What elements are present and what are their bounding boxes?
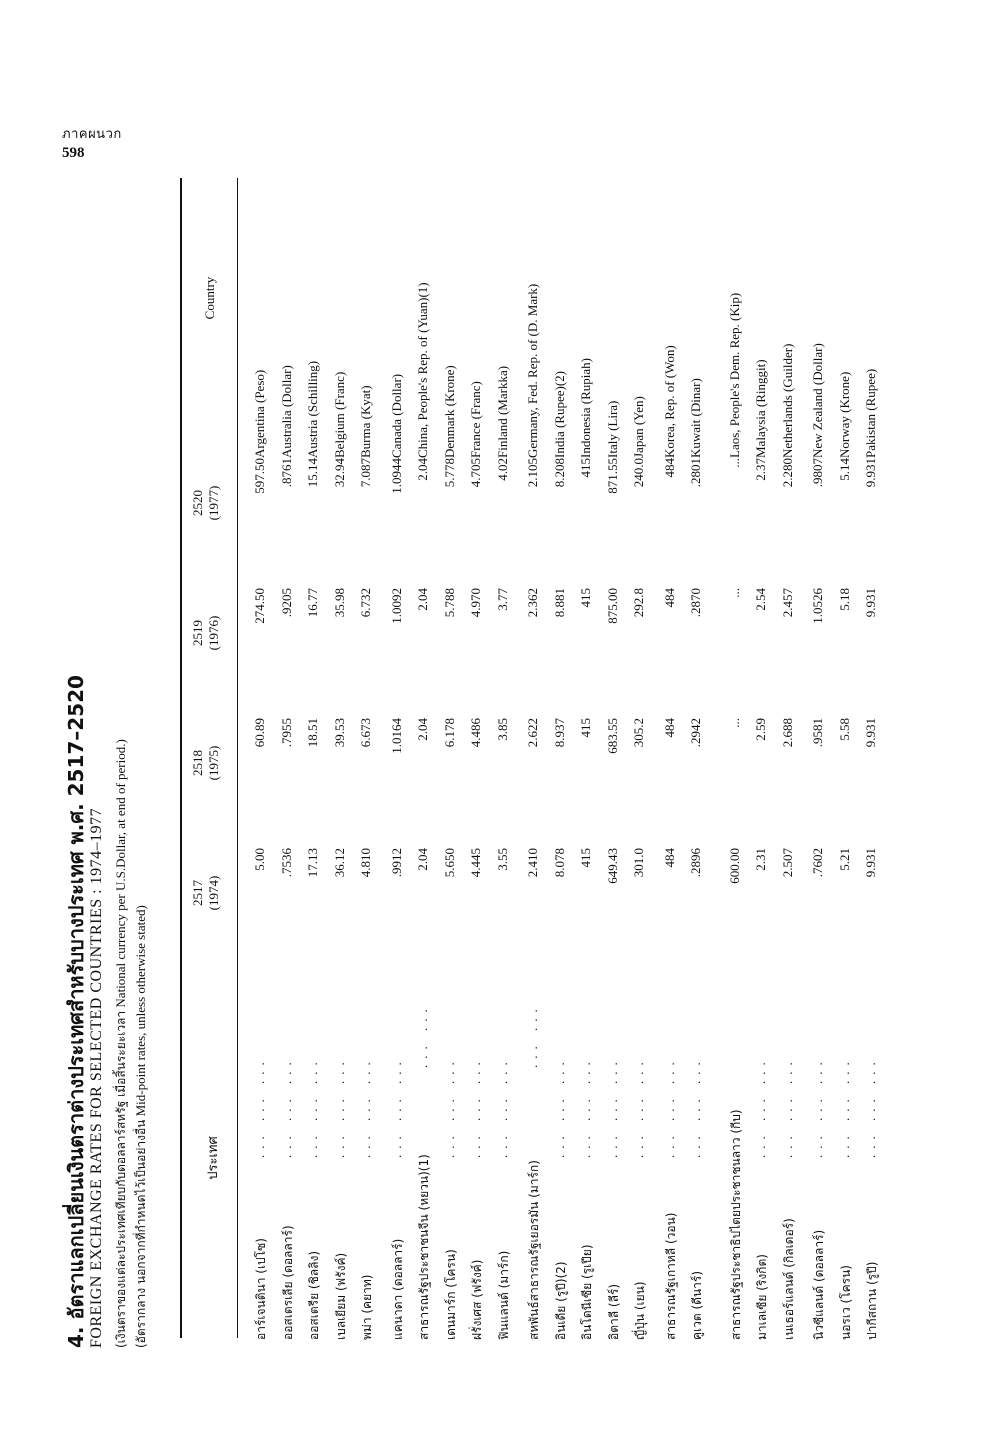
- column-header-2517: [190, 848, 222, 938]
- table-row: [305, 158, 329, 1368]
- rate-value: 240.0: [631, 458, 646, 488]
- rate-value: 1.0092: [388, 588, 404, 624]
- rate-value: 16.77: [305, 588, 320, 618]
- leader-dots: ... ... ...: [604, 1056, 620, 1158]
- year-2520-label: 2520: [190, 490, 205, 516]
- rate-value: ...: [726, 588, 742, 598]
- table-row: [578, 158, 602, 1368]
- rate-value: 484: [661, 848, 677, 868]
- leader-dots: ... ...: [525, 1003, 540, 1068]
- rate-value: 9.931: [863, 848, 878, 878]
- rate-value: .7955: [278, 718, 294, 748]
- rate-value: 15.14: [305, 458, 320, 488]
- rate-value: ...: [726, 718, 742, 728]
- rate-value: 2.410: [525, 848, 540, 878]
- rate-value: 1.0944: [388, 458, 404, 494]
- country-thai: อินโดนีเซีย (รูเปีย): [580, 1244, 594, 1340]
- rate-value: 5.14: [836, 458, 852, 481]
- country-english: India (Rupee)(2): [551, 371, 567, 458]
- country-thai-header-text: ประเทศ: [206, 1136, 221, 1180]
- table-row: [332, 158, 356, 1368]
- country-english: Korea, Rep. of (Won): [661, 345, 677, 458]
- rate-value: .2801: [688, 458, 703, 488]
- table-row: [495, 158, 519, 1368]
- year-1974-label: (1974): [206, 875, 221, 911]
- table-row: [631, 158, 655, 1368]
- rate-value: 1.0526: [810, 588, 825, 624]
- year-1976-label: (1976): [206, 615, 221, 651]
- rate-value: 8.881: [551, 588, 567, 618]
- rate-value: 5.788: [441, 588, 457, 618]
- country-english: China, People's Rep. of (Yuan)(1): [415, 282, 430, 458]
- rate-value: 3.55: [494, 848, 510, 871]
- rate-value: 9.931: [863, 588, 878, 618]
- rate-value: 39.53: [331, 718, 347, 748]
- table-row: [837, 158, 861, 1368]
- rate-value: 875.00: [604, 588, 620, 624]
- country-english: Austria (Schilling): [305, 360, 320, 458]
- country-thai: ออสเตรีย (ชิลลิง): [307, 1251, 321, 1340]
- rate-value: 6.673: [358, 718, 373, 748]
- rate-value: 18.51: [305, 718, 320, 748]
- leader-dots: ... ... ...: [836, 1056, 852, 1158]
- subtitle-2-english: Mid-point rates, unless otherwise stated): [133, 905, 148, 1117]
- table-row: [389, 158, 413, 1368]
- rate-value: 2.54: [753, 588, 768, 611]
- rate-value: 415: [578, 458, 593, 478]
- country-thai: อิตาลี (ลีร์): [606, 1283, 621, 1340]
- country-english: Pakistan (Rupee): [863, 368, 878, 458]
- leader-dots: ... ... ...: [468, 1056, 483, 1158]
- rate-value: .8761: [278, 458, 294, 488]
- table-row: [358, 158, 382, 1368]
- country-thai: อาร์เจนตินา (เปโซ): [254, 1238, 268, 1340]
- rate-value: 2.04: [415, 458, 430, 481]
- rate-value: 3.77: [494, 588, 510, 611]
- country-english: Belgium (Franc): [331, 371, 347, 458]
- country-thai: สาธารณรัฐเกาหลี (วอน): [663, 1212, 678, 1340]
- leader-dots: ... ... ...: [578, 1056, 593, 1158]
- country-english: Norway (Krone): [836, 371, 852, 458]
- country-english: Finland (Markka): [494, 365, 510, 458]
- column-header-country-thai: [202, 1098, 223, 1218]
- year-2519-label: 2519: [190, 620, 205, 646]
- column-header-2518: [190, 718, 222, 808]
- country-english: Netherlands (Guilder): [779, 343, 795, 458]
- rate-value: 17.13: [305, 848, 320, 878]
- country-thai: สาธารณรัฐประชาธิปไตยประชาชนลาว (กีบ): [728, 1109, 743, 1340]
- leader-dots: ... ... ...: [753, 1056, 768, 1158]
- table-row: [688, 158, 712, 1368]
- rate-value: 8.937: [551, 718, 567, 748]
- rate-value: 4.810: [358, 848, 373, 878]
- rate-value: 4.02: [494, 458, 510, 481]
- rate-value: 35.98: [331, 588, 347, 618]
- subtitle-line-1: [112, 739, 131, 1348]
- rate-value: 2.457: [779, 588, 795, 618]
- rate-value: 5.650: [441, 848, 457, 878]
- rate-value: 649.43: [604, 848, 620, 884]
- rate-value: 2.688: [779, 718, 795, 748]
- subtitle-1-english: National currency per U.S.Dollar, at end of period.): [113, 739, 128, 1008]
- table-row: [552, 158, 576, 1368]
- country-english: Canada (Dollar): [388, 373, 404, 458]
- rate-value: 2.362: [525, 588, 540, 618]
- subtitle-2-thai: (อัตรากลาง นอกจากที่กำหนดไว้เป็นอย่างอื่น: [134, 1119, 148, 1348]
- subtitle-1-thai: (เงินตราของแต่ละประเทศเทียบกับดอลลาร์สหรัฐ เมื่อสิ้นระยะเวลา: [114, 1010, 128, 1348]
- rate-value: 60.89: [252, 718, 267, 748]
- leader-dots: ... ... ...: [631, 1056, 646, 1158]
- country-english-header-text: Country: [202, 276, 217, 320]
- rate-value: 3.85: [494, 718, 510, 741]
- rate-value: .9581: [810, 718, 825, 748]
- rate-value: 415: [578, 588, 593, 608]
- rate-value: .2870: [688, 588, 703, 618]
- rate-value: 2.622: [525, 718, 540, 748]
- leader-dots: ... ... ...: [388, 1056, 404, 1158]
- country-english: Denmark (Krone): [441, 365, 457, 458]
- rate-value: 683.55: [604, 718, 620, 754]
- country-thai: เนเธอร์แลนด์ (กิลเดอร์): [781, 1218, 796, 1340]
- year-2518-label: 2518: [190, 750, 205, 776]
- rate-value: 274.50: [252, 588, 267, 624]
- subtitle-line-2: [132, 905, 151, 1348]
- table-row: [662, 158, 686, 1368]
- country-thai: ฟินแลนด์ (มาร์ก): [496, 1250, 511, 1340]
- table-title-english: FOREIGN EXCHANGE RATES FOR SELECTED COUNTRIES : 1974–1977: [88, 807, 105, 1348]
- country-english: Kuwait (Dinar): [688, 378, 703, 458]
- country-thai: สหพันธ์สาธารณรัฐเยอรมัน (มาร์ก): [527, 1160, 541, 1340]
- country-thai: ฝรั่งเศส (ฟรังค์): [470, 1259, 484, 1340]
- country-thai: มาเลเซีย (ริงกิต): [755, 1254, 769, 1340]
- rate-value: 7.087: [358, 458, 373, 488]
- rate-value: 484: [661, 588, 677, 608]
- rate-value: 871.55: [604, 458, 620, 494]
- leader-dots: ... ... ...: [441, 1056, 457, 1158]
- rate-value: 9.931: [863, 458, 878, 488]
- table-row: [753, 158, 777, 1368]
- page-header: [62, 126, 122, 162]
- leader-dots: ... ... ...: [494, 1056, 510, 1158]
- rate-value: 484: [661, 718, 677, 738]
- rate-value: 2.04: [415, 718, 430, 741]
- country-thai: แคนาดา (ดอลลาร์): [390, 1238, 405, 1340]
- country-thai: ญี่ปุ่น (เยน): [633, 1281, 647, 1340]
- table-row: [252, 158, 276, 1368]
- rate-value: 2.04: [415, 848, 430, 871]
- leader-dots: ... ... ...: [779, 1056, 795, 1158]
- rate-value: 8.078: [551, 848, 567, 878]
- country-thai: ปากีสถาน (รูปี): [865, 1261, 879, 1340]
- rate-value: 8.208: [551, 458, 567, 488]
- table-row: [442, 158, 466, 1368]
- table-top-rule: [180, 178, 182, 1338]
- rate-value: 600.00: [726, 848, 742, 884]
- rate-value: 5.21: [836, 848, 852, 871]
- rate-value: 4.970: [468, 588, 483, 618]
- rate-value: 2.37: [753, 458, 768, 481]
- country-thai: สาธารณรัฐประชาชนจีน (หยวน)(1): [417, 1154, 431, 1340]
- country-english: Burma (Kyat): [358, 385, 373, 458]
- rate-value: 2.31: [753, 848, 768, 871]
- rate-value: 1.0164: [388, 718, 404, 754]
- country-english: New Zealand (Dollar): [810, 343, 825, 458]
- rate-value: 5.18: [836, 588, 852, 611]
- country-english: Argentina (Peso): [252, 369, 267, 458]
- country-thai: ออสเตรเลีย (ดอลลาร์): [280, 1225, 295, 1340]
- table-header-rule: [237, 178, 238, 1338]
- country-english: Japan (Yen): [631, 396, 646, 458]
- country-english: Germany, Fed. Rep. of (D. Mark): [525, 283, 540, 458]
- rate-value: 4.705: [468, 458, 483, 488]
- column-header-2520: [190, 458, 222, 548]
- table-row: [525, 158, 549, 1368]
- leader-dots: ... ...: [415, 1003, 430, 1068]
- country-english: Indonesia (Rupiah): [578, 357, 593, 458]
- rate-value: 597.50: [252, 458, 267, 494]
- leader-dots: ... ... ...: [688, 1056, 703, 1158]
- table-row: [863, 158, 887, 1368]
- rate-value: 2.04: [415, 588, 430, 611]
- leader-dots: ... ... ...: [863, 1056, 878, 1158]
- leader-dots: ... ... ...: [278, 1056, 294, 1158]
- country-english: Malaysia (Ringgit): [753, 359, 768, 458]
- leader-dots: ... ... ...: [551, 1056, 567, 1158]
- page-number: 598: [62, 145, 85, 161]
- country-thai: นิวซีแลนด์ (ดอลลาร์): [812, 1229, 826, 1340]
- country-english: Italy (Lira): [604, 400, 620, 458]
- table-row: [605, 158, 629, 1368]
- rate-value: 2.280: [779, 458, 795, 488]
- rate-value: .2896: [688, 848, 703, 878]
- rate-value: ...: [726, 458, 742, 468]
- rate-value: 5.58: [836, 718, 852, 741]
- table-row: [415, 158, 439, 1368]
- column-header-2519: [190, 588, 222, 678]
- country-thai: พม่า (คยาท): [360, 1274, 374, 1340]
- country-english: Laos, People's Dem. Rep. (Kip): [726, 292, 742, 458]
- leader-dots: ... ... ...: [331, 1056, 347, 1158]
- rate-value: 9.931: [863, 718, 878, 748]
- section-label: ภาคผนวก: [62, 127, 122, 142]
- country-thai: เบลเยียม (ฟรังค์): [333, 1252, 348, 1340]
- rate-value: 4.486: [468, 718, 483, 748]
- country-thai: นอรเว (โครน): [838, 1265, 853, 1340]
- column-header-country-english: [202, 238, 218, 358]
- country-thai: เดนมาร์ก (โครน): [443, 1249, 458, 1340]
- rate-value: 292.8: [631, 588, 646, 618]
- rate-value: 36.12: [331, 848, 347, 878]
- table-row: [468, 158, 492, 1368]
- leader-dots: ... ... ...: [252, 1056, 267, 1158]
- table-row: [780, 158, 804, 1368]
- rate-value: 301.0: [631, 848, 646, 878]
- rate-value: 2.507: [779, 848, 795, 878]
- rate-value: 5.778: [441, 458, 457, 488]
- rate-value: 2.105: [525, 458, 540, 488]
- rotated-table-page: [60, 158, 940, 1368]
- rate-value: 305.2: [631, 718, 646, 748]
- year-1977-label: (1977): [206, 485, 221, 521]
- table-row: [727, 158, 751, 1368]
- rate-value: 5.00: [252, 848, 267, 871]
- country-english: Australia (Dollar): [278, 365, 294, 458]
- rate-value: .9205: [278, 588, 294, 618]
- leader-dots: ... ... ...: [358, 1056, 373, 1158]
- rate-value: .2942: [688, 718, 703, 748]
- rate-value: 2.59: [753, 718, 768, 741]
- rate-value: .7602: [810, 848, 825, 878]
- table-title-thai: 4. อัตราแลกเปลี่ยนเงินตราต่างประเทศสำหรับบางประเทศ พ.ศ. 2517–2520: [64, 675, 88, 1348]
- rate-value: .9912: [388, 848, 404, 878]
- leader-dots: ... ... ...: [810, 1056, 825, 1158]
- country-thai: อินเดีย (รูปี)(2): [553, 1261, 568, 1340]
- country-english: France (Franc): [468, 381, 483, 458]
- rate-value: 6.732: [358, 588, 373, 618]
- table-row: [810, 158, 834, 1368]
- rate-value: 32.94: [331, 458, 347, 488]
- rate-value: 484: [661, 458, 677, 478]
- table-row: [279, 158, 303, 1368]
- leader-dots: ... ... ...: [305, 1056, 320, 1158]
- leader-dots: ... ... ...: [661, 1056, 677, 1158]
- rate-value: 415: [578, 848, 593, 868]
- rate-value: 6.178: [441, 718, 457, 748]
- rate-value: 4.445: [468, 848, 483, 878]
- year-2517-label: 2517: [190, 880, 205, 906]
- country-thai: คูเวต (ดีนาร์): [690, 1270, 704, 1340]
- rate-value: .7536: [278, 848, 294, 878]
- year-1975-label: (1975): [206, 745, 221, 781]
- rate-value: .9807: [810, 458, 825, 488]
- rate-value: 415: [578, 718, 593, 738]
